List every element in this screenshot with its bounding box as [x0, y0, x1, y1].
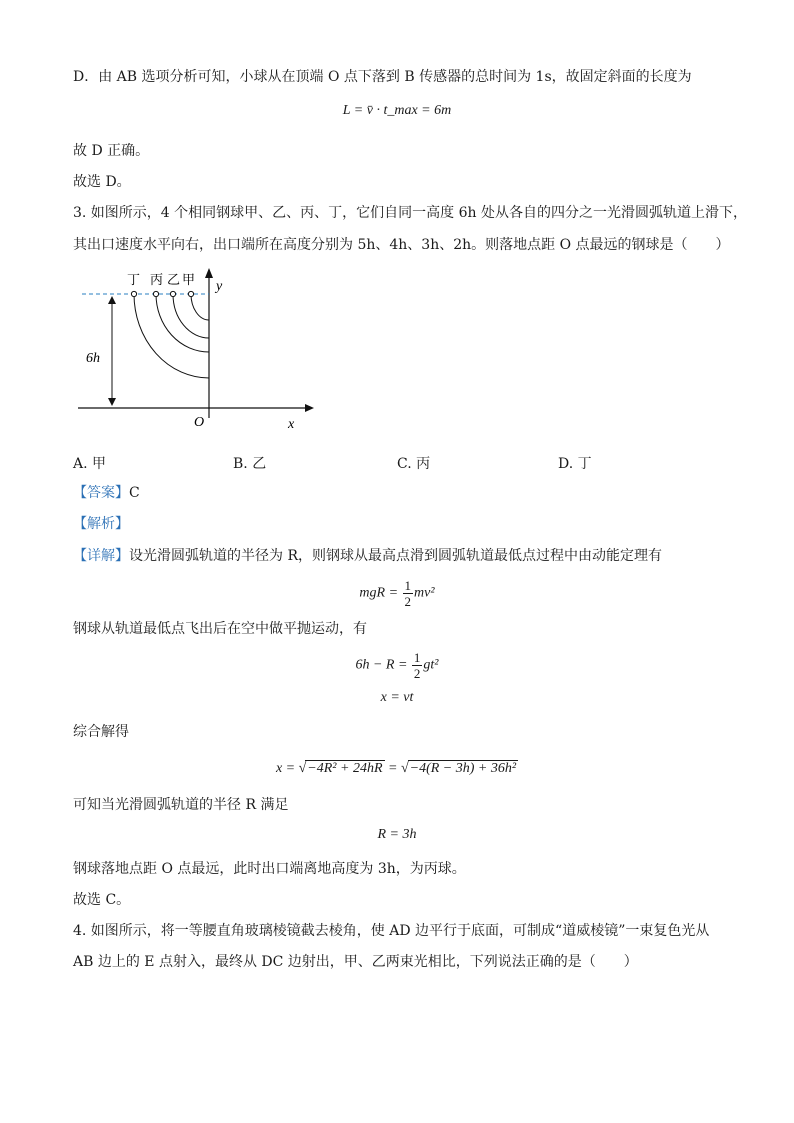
equation-horizontal: x = vt: [380, 690, 414, 705]
label-ding: 丁: [127, 273, 141, 288]
equation-radius: R = 3h: [377, 827, 417, 842]
q4-stem-line1: 4. 如图所示，将一等腰直角玻璃棱镜截去棱角，使 AD 边平行于底面，可制成“道威棱镜”一束复色光从: [73, 923, 710, 939]
equation-distance: x = √−4R² + 24hR = √−4(R − 3h) + 36h²: [275, 761, 517, 776]
x-axis-arrow: [305, 404, 314, 412]
q3-stem-line1: 3. 如图所示，4 个相同钢球甲、乙、丙、丁，它们自同一高度 6h 处从各自的四分之一光滑圆弧轨道上滑下，: [73, 205, 747, 221]
q2-length-formula: L = v̄ · t_max = 6m: [342, 103, 452, 118]
ball-jia: [188, 291, 193, 296]
option-b: B. 乙: [233, 456, 267, 472]
q2-conclusion: 故 D 正确。: [73, 143, 150, 159]
track-jia: [191, 294, 209, 320]
height-arrow-up: [108, 296, 116, 304]
height-label: 6h: [86, 351, 100, 366]
condition-text: 可知当光滑圆弧轨道的半径 R 满足: [73, 797, 289, 813]
detail-line: 【详解】设光滑圆弧轨道的半径为 R，则钢球从最高点滑到圆弧轨道最低点过程中由动能定理有: [73, 548, 662, 564]
label-jia: 甲: [182, 273, 196, 288]
q3-stem-line2: 其出口速度水平向右，出口端所在高度分别为 5h、4h、3h、2h。则落地点距 O 点最远的钢球是（ ）: [73, 237, 730, 253]
q2-select: 故选 D。: [73, 174, 131, 190]
q2-option-d-text: D．由 AB 选项分析可知，小球从在顶端 O 点下落到 B 传感器的总时间为 1s，故固定斜面的长度为: [73, 69, 692, 85]
label-bing: 丙: [150, 273, 164, 288]
x-axis-label: x: [288, 417, 295, 432]
ball-ding: [131, 291, 136, 296]
y-axis-arrow: [205, 268, 213, 278]
track-yi: [173, 294, 209, 338]
result-text: 钢球落地点距 O 点最远，此时出口端离地高度为 3h，为丙球。: [73, 861, 466, 877]
equation-fall: 6h − R = $\frac{1}{2}$ gt²: [355, 650, 439, 681]
option-d: D. 丁: [558, 456, 592, 472]
answer-line: 【答案】C: [73, 485, 140, 501]
origin-label: O: [194, 415, 205, 430]
y-axis-label: y: [216, 279, 223, 294]
option-a: A. 甲: [73, 456, 107, 472]
option-c: C. 丙: [397, 456, 431, 472]
projectile-text: 钢球从轨道最低点飞出后在空中做平抛运动，有: [73, 621, 367, 637]
solve-text: 综合解得: [73, 724, 129, 740]
analysis-tag: 【解析】: [73, 516, 129, 532]
ball-yi: [170, 291, 175, 296]
ball-bing: [153, 291, 158, 296]
label-yi: 乙: [167, 273, 181, 288]
q3-select: 故选 C。: [73, 892, 131, 908]
equation-energy: mgR = $\frac{1}{2}$ mv²: [359, 578, 435, 609]
q4-stem-line2: AB 边上的 E 点射入，最终从 DC 边射出，甲、乙两束光相比，下列说法正确的是（ ）: [73, 954, 638, 970]
height-arrow-down: [108, 398, 116, 406]
q3-figure: [70, 268, 320, 438]
